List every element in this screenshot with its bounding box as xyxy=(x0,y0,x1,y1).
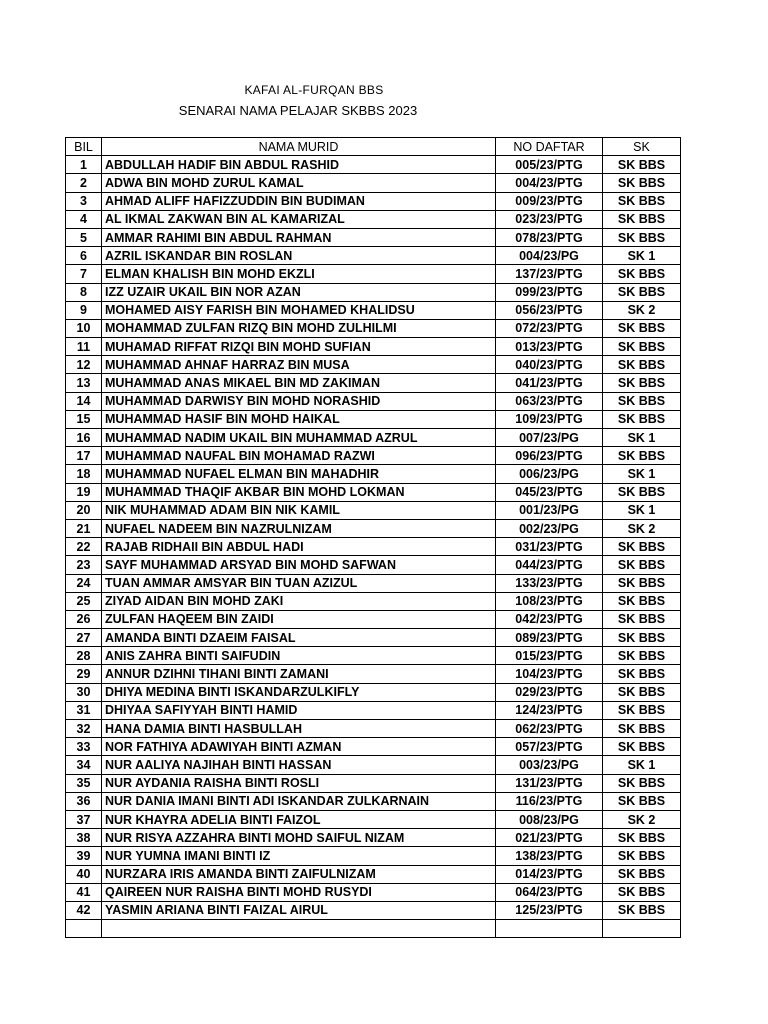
cell-nama-murid: NUR YUMNA IMANI BINTI IZ xyxy=(102,847,496,865)
cell-bil: 25 xyxy=(66,592,102,610)
cell-bil: 9 xyxy=(66,301,102,319)
table-row xyxy=(66,247,681,265)
cell-nama-murid: RAJAB RIDHAII BIN ABDUL HADI xyxy=(102,538,496,556)
cell-no-daftar: 001/23/PG xyxy=(496,501,603,519)
cell-bil: 3 xyxy=(66,192,102,210)
cell-nama-murid: AMANDA BINTI DZAEIM FAISAL xyxy=(102,629,496,647)
cell-sk: SK BBS xyxy=(603,192,681,210)
cell-sk: SK BBS xyxy=(603,829,681,847)
cell-sk: SK 1 xyxy=(603,429,681,447)
table-row xyxy=(66,901,681,919)
cell-bil: 24 xyxy=(66,574,102,592)
table-row xyxy=(66,883,681,901)
cell-nama-murid: NUFAEL NADEEM BIN NAZRULNIZAM xyxy=(102,519,496,537)
cell-no-daftar: 062/23/PTG xyxy=(496,720,603,738)
cell-sk: SK BBS xyxy=(603,338,681,356)
cell-no-daftar: 096/23/PTG xyxy=(496,447,603,465)
organization-name: KAFAI AL-FURQAN BBS xyxy=(244,83,384,97)
table-row xyxy=(66,810,681,828)
cell-no-daftar: 015/23/PTG xyxy=(496,647,603,665)
cell-bil: 36 xyxy=(66,792,102,810)
table-row xyxy=(66,865,681,883)
cell-sk: SK BBS xyxy=(603,592,681,610)
cell-nama-murid: YASMIN ARIANA BINTI FAIZAL AIRUL xyxy=(102,901,496,919)
table-row xyxy=(66,829,681,847)
table-row xyxy=(66,265,681,283)
cell-bil: 33 xyxy=(66,738,102,756)
cell-no-daftar: 131/23/PTG xyxy=(496,774,603,792)
cell-bil: 7 xyxy=(66,265,102,283)
cell-bil: 31 xyxy=(66,701,102,719)
cell-no-daftar: 029/23/PTG xyxy=(496,683,603,701)
cell-no-daftar: 041/23/PTG xyxy=(496,374,603,392)
cell-bil: 15 xyxy=(66,410,102,428)
header-no-daftar: NO DAFTAR xyxy=(496,138,603,156)
cell-sk: SK BBS xyxy=(603,720,681,738)
table-row xyxy=(66,647,681,665)
cell-nama-murid: ANIS ZAHRA BINTI SAIFUDIN xyxy=(102,647,496,665)
table-row xyxy=(66,283,681,301)
cell-no-daftar: 137/23/PTG xyxy=(496,265,603,283)
cell-sk: SK BBS xyxy=(603,174,681,192)
header-bil: BIL xyxy=(66,138,102,156)
cell-nama-murid: ELMAN KHALISH BIN MOHD EKZLI xyxy=(102,265,496,283)
cell-no-daftar: 108/23/PTG xyxy=(496,592,603,610)
cell-sk: SK 2 xyxy=(603,301,681,319)
cell-bil: 41 xyxy=(66,883,102,901)
table-row xyxy=(66,156,681,174)
cell-bil: 19 xyxy=(66,483,102,501)
table-row xyxy=(66,374,681,392)
cell-nama-murid: MUHAMMAD DARWISY BIN MOHD NORASHID xyxy=(102,392,496,410)
cell-sk: SK BBS xyxy=(603,774,681,792)
table-row xyxy=(66,392,681,410)
student-list-table xyxy=(65,137,681,938)
cell-sk: SK BBS xyxy=(603,574,681,592)
table-row xyxy=(66,301,681,319)
cell-sk: SK BBS xyxy=(603,538,681,556)
cell-nama-murid: AL IKMAL ZAKWAN BIN AL KAMARIZAL xyxy=(102,210,496,228)
cell-no-daftar: 057/23/PTG xyxy=(496,738,603,756)
empty-cell xyxy=(496,920,603,938)
cell-no-daftar: 078/23/PTG xyxy=(496,228,603,246)
cell-no-daftar: 109/23/PTG xyxy=(496,410,603,428)
cell-bil: 29 xyxy=(66,665,102,683)
cell-bil: 39 xyxy=(66,847,102,865)
cell-no-daftar: 007/23/PG xyxy=(496,429,603,447)
cell-sk: SK BBS xyxy=(603,792,681,810)
cell-nama-murid: QAIREEN NUR RAISHA BINTI MOHD RUSYDI xyxy=(102,883,496,901)
cell-nama-murid: ABDULLAH HADIF BIN ABDUL RASHID xyxy=(102,156,496,174)
cell-no-daftar: 004/23/PG xyxy=(496,247,603,265)
cell-no-daftar: 045/23/PTG xyxy=(496,483,603,501)
cell-bil: 17 xyxy=(66,447,102,465)
cell-sk: SK BBS xyxy=(603,410,681,428)
table-row xyxy=(66,338,681,356)
cell-nama-murid: DHIYAA SAFIYYAH BINTI HAMID xyxy=(102,701,496,719)
table-row xyxy=(66,501,681,519)
cell-nama-murid: ZIYAD AIDAN BIN MOHD ZAKI xyxy=(102,592,496,610)
cell-no-daftar: 023/23/PTG xyxy=(496,210,603,228)
cell-nama-murid: IZZ UZAIR UKAIL BIN NOR AZAN xyxy=(102,283,496,301)
cell-sk: SK BBS xyxy=(603,847,681,865)
cell-no-daftar: 006/23/PG xyxy=(496,465,603,483)
cell-nama-murid: NUR AALIYA NAJIHAH BINTI HASSAN xyxy=(102,756,496,774)
cell-sk: SK 1 xyxy=(603,501,681,519)
cell-nama-murid: MUHAMAD RIFFAT RIZQI BIN MOHD SUFIAN xyxy=(102,338,496,356)
cell-sk: SK 2 xyxy=(603,519,681,537)
cell-bil: 1 xyxy=(66,156,102,174)
cell-sk: SK 1 xyxy=(603,465,681,483)
cell-no-daftar: 125/23/PTG xyxy=(496,901,603,919)
cell-bil: 32 xyxy=(66,720,102,738)
cell-nama-murid: ZULFAN HAQEEM BIN ZAIDI xyxy=(102,610,496,628)
table-row xyxy=(66,319,681,337)
cell-sk: SK BBS xyxy=(603,319,681,337)
cell-sk: SK BBS xyxy=(603,701,681,719)
cell-sk: SK BBS xyxy=(603,210,681,228)
cell-no-daftar: 008/23/PG xyxy=(496,810,603,828)
cell-bil: 20 xyxy=(66,501,102,519)
header-nama-murid: NAMA MURID xyxy=(102,138,496,156)
cell-no-daftar: 056/23/PTG xyxy=(496,301,603,319)
table-row xyxy=(66,192,681,210)
cell-no-daftar: 116/23/PTG xyxy=(496,792,603,810)
cell-no-daftar: 099/23/PTG xyxy=(496,283,603,301)
cell-bil: 27 xyxy=(66,629,102,647)
cell-sk: SK BBS xyxy=(603,483,681,501)
cell-bil: 16 xyxy=(66,429,102,447)
cell-no-daftar: 003/23/PG xyxy=(496,756,603,774)
table-row xyxy=(66,174,681,192)
table-row xyxy=(66,228,681,246)
cell-bil: 14 xyxy=(66,392,102,410)
table-header-row xyxy=(66,138,681,156)
table-row xyxy=(66,210,681,228)
table-row xyxy=(66,447,681,465)
cell-sk: SK BBS xyxy=(603,356,681,374)
cell-bil: 8 xyxy=(66,283,102,301)
cell-nama-murid: DHIYA MEDINA BINTI ISKANDARZULKIFLY xyxy=(102,683,496,701)
table-row xyxy=(66,774,681,792)
cell-no-daftar: 014/23/PTG xyxy=(496,865,603,883)
table-row xyxy=(66,756,681,774)
cell-nama-murid: AMMAR RAHIMI BIN ABDUL RAHMAN xyxy=(102,228,496,246)
cell-nama-murid: TUAN AMMAR AMSYAR BIN TUAN AZIZUL xyxy=(102,574,496,592)
cell-bil: 35 xyxy=(66,774,102,792)
cell-sk: SK BBS xyxy=(603,738,681,756)
cell-bil: 18 xyxy=(66,465,102,483)
table-row xyxy=(66,738,681,756)
table-row xyxy=(66,792,681,810)
cell-no-daftar: 005/23/PTG xyxy=(496,156,603,174)
cell-no-daftar: 104/23/PTG xyxy=(496,665,603,683)
cell-nama-murid: NUR DANIA IMANI BINTI ADI ISKANDAR ZULKARNAIN xyxy=(102,792,496,810)
cell-bil: 28 xyxy=(66,647,102,665)
cell-no-daftar: 072/23/PTG xyxy=(496,319,603,337)
cell-sk: SK BBS xyxy=(603,265,681,283)
cell-no-daftar: 138/23/PTG xyxy=(496,847,603,865)
cell-nama-murid: MUHAMMAD AHNAF HARRAZ BIN MUSA xyxy=(102,356,496,374)
cell-no-daftar: 044/23/PTG xyxy=(496,556,603,574)
cell-no-daftar: 133/23/PTG xyxy=(496,574,603,592)
cell-bil: 10 xyxy=(66,319,102,337)
cell-bil: 5 xyxy=(66,228,102,246)
cell-nama-murid: MUHAMMAD HASIF BIN MOHD HAIKAL xyxy=(102,410,496,428)
cell-sk: SK BBS xyxy=(603,665,681,683)
table-row xyxy=(66,356,681,374)
cell-sk: SK BBS xyxy=(603,901,681,919)
cell-nama-murid: MUHAMMAD NADIM UKAIL BIN MUHAMMAD AZRUL xyxy=(102,429,496,447)
cell-no-daftar: 021/23/PTG xyxy=(496,829,603,847)
cell-nama-murid: NUR AYDANIA RAISHA BINTI ROSLI xyxy=(102,774,496,792)
cell-sk: SK 2 xyxy=(603,810,681,828)
cell-nama-murid: ANNUR DZIHNI TIHANI BINTI ZAMANI xyxy=(102,665,496,683)
document-title: SENARAI NAMA PELAJAR SKBBS 2023 xyxy=(178,103,418,118)
table-row xyxy=(66,556,681,574)
table-row xyxy=(66,519,681,537)
cell-bil: 21 xyxy=(66,519,102,537)
cell-no-daftar: 040/23/PTG xyxy=(496,356,603,374)
table-row xyxy=(66,720,681,738)
cell-nama-murid: HANA DAMIA BINTI HASBULLAH xyxy=(102,720,496,738)
cell-nama-murid: NURZARA IRIS AMANDA BINTI ZAIFULNIZAM xyxy=(102,865,496,883)
cell-nama-murid: MOHAMED AISY FARISH BIN MOHAMED KHALIDSU xyxy=(102,301,496,319)
cell-no-daftar: 013/23/PTG xyxy=(496,338,603,356)
cell-no-daftar: 042/23/PTG xyxy=(496,610,603,628)
cell-nama-murid: NUR KHAYRA ADELIA BINTI FAIZOL xyxy=(102,810,496,828)
cell-no-daftar: 009/23/PTG xyxy=(496,192,603,210)
cell-sk: SK BBS xyxy=(603,683,681,701)
empty-row xyxy=(66,920,681,938)
cell-no-daftar: 089/23/PTG xyxy=(496,629,603,647)
cell-nama-murid: NOR FATHIYA ADAWIYAH BINTI AZMAN xyxy=(102,738,496,756)
cell-sk: SK BBS xyxy=(603,865,681,883)
table-row xyxy=(66,465,681,483)
cell-nama-murid: SAYF MUHAMMAD ARSYAD BIN MOHD SAFWAN xyxy=(102,556,496,574)
table-row xyxy=(66,701,681,719)
cell-no-daftar: 004/23/PTG xyxy=(496,174,603,192)
header-sk: SK xyxy=(603,138,681,156)
cell-no-daftar: 124/23/PTG xyxy=(496,701,603,719)
cell-sk: SK BBS xyxy=(603,228,681,246)
cell-no-daftar: 002/23/PG xyxy=(496,519,603,537)
cell-sk: SK BBS xyxy=(603,392,681,410)
table-row xyxy=(66,847,681,865)
cell-bil: 38 xyxy=(66,829,102,847)
cell-nama-murid: NIK MUHAMMAD ADAM BIN NIK KAMIL xyxy=(102,501,496,519)
table-row xyxy=(66,429,681,447)
table-row xyxy=(66,665,681,683)
empty-cell xyxy=(102,920,496,938)
table-row xyxy=(66,538,681,556)
cell-nama-murid: MUHAMMAD NAUFAL BIN MOHAMAD RAZWI xyxy=(102,447,496,465)
cell-sk: SK BBS xyxy=(603,447,681,465)
empty-cell xyxy=(603,920,681,938)
cell-bil: 4 xyxy=(66,210,102,228)
cell-no-daftar: 064/23/PTG xyxy=(496,883,603,901)
table-row xyxy=(66,574,681,592)
cell-sk: SK 1 xyxy=(603,756,681,774)
cell-nama-murid: MUHAMMAD ANAS MIKAEL BIN MD ZAKIMAN xyxy=(102,374,496,392)
cell-bil: 40 xyxy=(66,865,102,883)
cell-sk: SK BBS xyxy=(603,374,681,392)
cell-no-daftar: 063/23/PTG xyxy=(496,392,603,410)
cell-nama-murid: AZRIL ISKANDAR BIN ROSLAN xyxy=(102,247,496,265)
cell-nama-murid: ADWA BIN MOHD ZURUL KAMAL xyxy=(102,174,496,192)
cell-sk: SK BBS xyxy=(603,156,681,174)
table-row xyxy=(66,410,681,428)
cell-bil: 12 xyxy=(66,356,102,374)
empty-cell xyxy=(66,920,102,938)
cell-nama-murid: AHMAD ALIFF HAFIZZUDDIN BIN BUDIMAN xyxy=(102,192,496,210)
cell-no-daftar: 031/23/PTG xyxy=(496,538,603,556)
cell-bil: 23 xyxy=(66,556,102,574)
cell-bil: 34 xyxy=(66,756,102,774)
cell-nama-murid: MOHAMMAD ZULFAN RIZQ BIN MOHD ZULHILMI xyxy=(102,319,496,337)
cell-bil: 30 xyxy=(66,683,102,701)
cell-sk: SK BBS xyxy=(603,610,681,628)
table-row xyxy=(66,592,681,610)
table-row xyxy=(66,610,681,628)
cell-bil: 26 xyxy=(66,610,102,628)
cell-bil: 13 xyxy=(66,374,102,392)
cell-sk: SK 1 xyxy=(603,247,681,265)
table-body xyxy=(66,156,681,938)
cell-bil: 6 xyxy=(66,247,102,265)
cell-nama-murid: MUHAMMAD THAQIF AKBAR BIN MOHD LOKMAN xyxy=(102,483,496,501)
cell-bil: 11 xyxy=(66,338,102,356)
cell-sk: SK BBS xyxy=(603,629,681,647)
table-row xyxy=(66,629,681,647)
table-row xyxy=(66,683,681,701)
cell-nama-murid: NUR RISYA AZZAHRA BINTI MOHD SAIFUL NIZAM xyxy=(102,829,496,847)
cell-sk: SK BBS xyxy=(603,556,681,574)
cell-sk: SK BBS xyxy=(603,283,681,301)
table-row xyxy=(66,483,681,501)
cell-sk: SK BBS xyxy=(603,883,681,901)
cell-nama-murid: MUHAMMAD NUFAEL ELMAN BIN MAHADHIR xyxy=(102,465,496,483)
cell-bil: 22 xyxy=(66,538,102,556)
cell-bil: 2 xyxy=(66,174,102,192)
cell-bil: 42 xyxy=(66,901,102,919)
cell-sk: SK BBS xyxy=(603,647,681,665)
cell-bil: 37 xyxy=(66,810,102,828)
